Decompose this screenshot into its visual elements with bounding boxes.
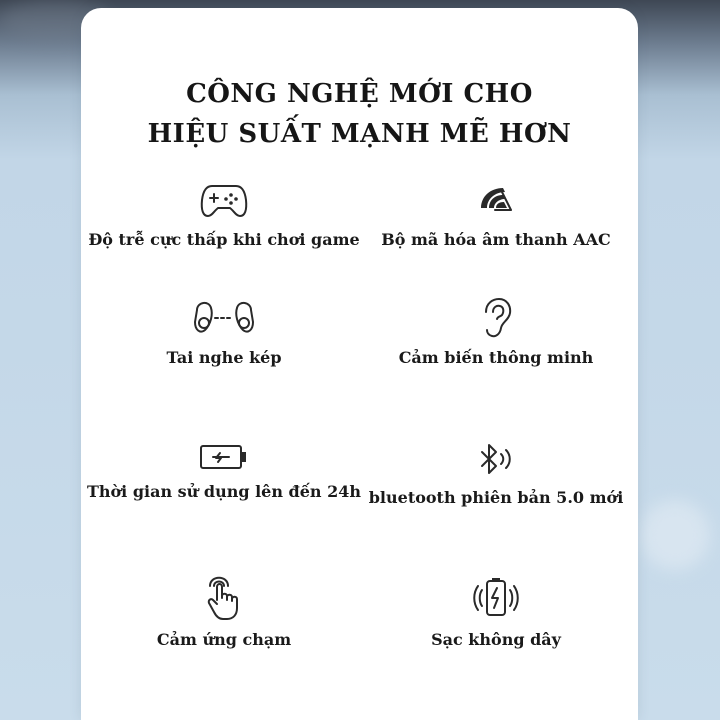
feature-label: bluetooth phiên bản 5.0 mới — [368, 488, 624, 507]
feature-label: Sạc không dây — [431, 630, 561, 649]
ear-icon — [476, 296, 516, 340]
feature-card — [81, 8, 638, 720]
page-title — [81, 74, 638, 154]
gamepad-icon — [199, 178, 249, 222]
feature-label: Tai nghe kép — [166, 348, 282, 367]
touch-hand-icon — [202, 574, 246, 622]
feature-smart-sensor — [351, 296, 641, 367]
sound-waves-icon — [471, 178, 521, 222]
feature-touch-control — [79, 574, 369, 649]
feature-low-latency — [79, 178, 369, 249]
feature-label: Bộ mã hóa âm thanh AAC — [381, 230, 611, 249]
bluetooth-icon — [474, 440, 518, 480]
dual-earbuds-icon — [189, 296, 259, 340]
title-line-2: HIỆU SUẤT MẠNH MẼ HƠN — [147, 119, 572, 149]
feature-bluetooth — [351, 440, 641, 507]
feature-label: Độ trễ cực thấp khi chơi game — [88, 230, 360, 249]
wireless-charging-icon — [470, 574, 522, 622]
feature-aac-codec — [351, 178, 641, 249]
feature-label: Thời gian sử dụng lên đến 24h — [86, 482, 362, 501]
feature-wireless-charging — [351, 574, 641, 649]
feature-label: Cảm biến thông minh — [398, 348, 594, 367]
feature-dual-earbuds — [79, 296, 369, 367]
background-blur — [640, 500, 710, 570]
feature-battery-life — [79, 440, 369, 501]
feature-label: Cảm ứng chạm — [156, 630, 292, 649]
title-line-1: CÔNG NGHỆ MỚI CHO — [186, 79, 533, 109]
battery-icon — [198, 440, 250, 474]
